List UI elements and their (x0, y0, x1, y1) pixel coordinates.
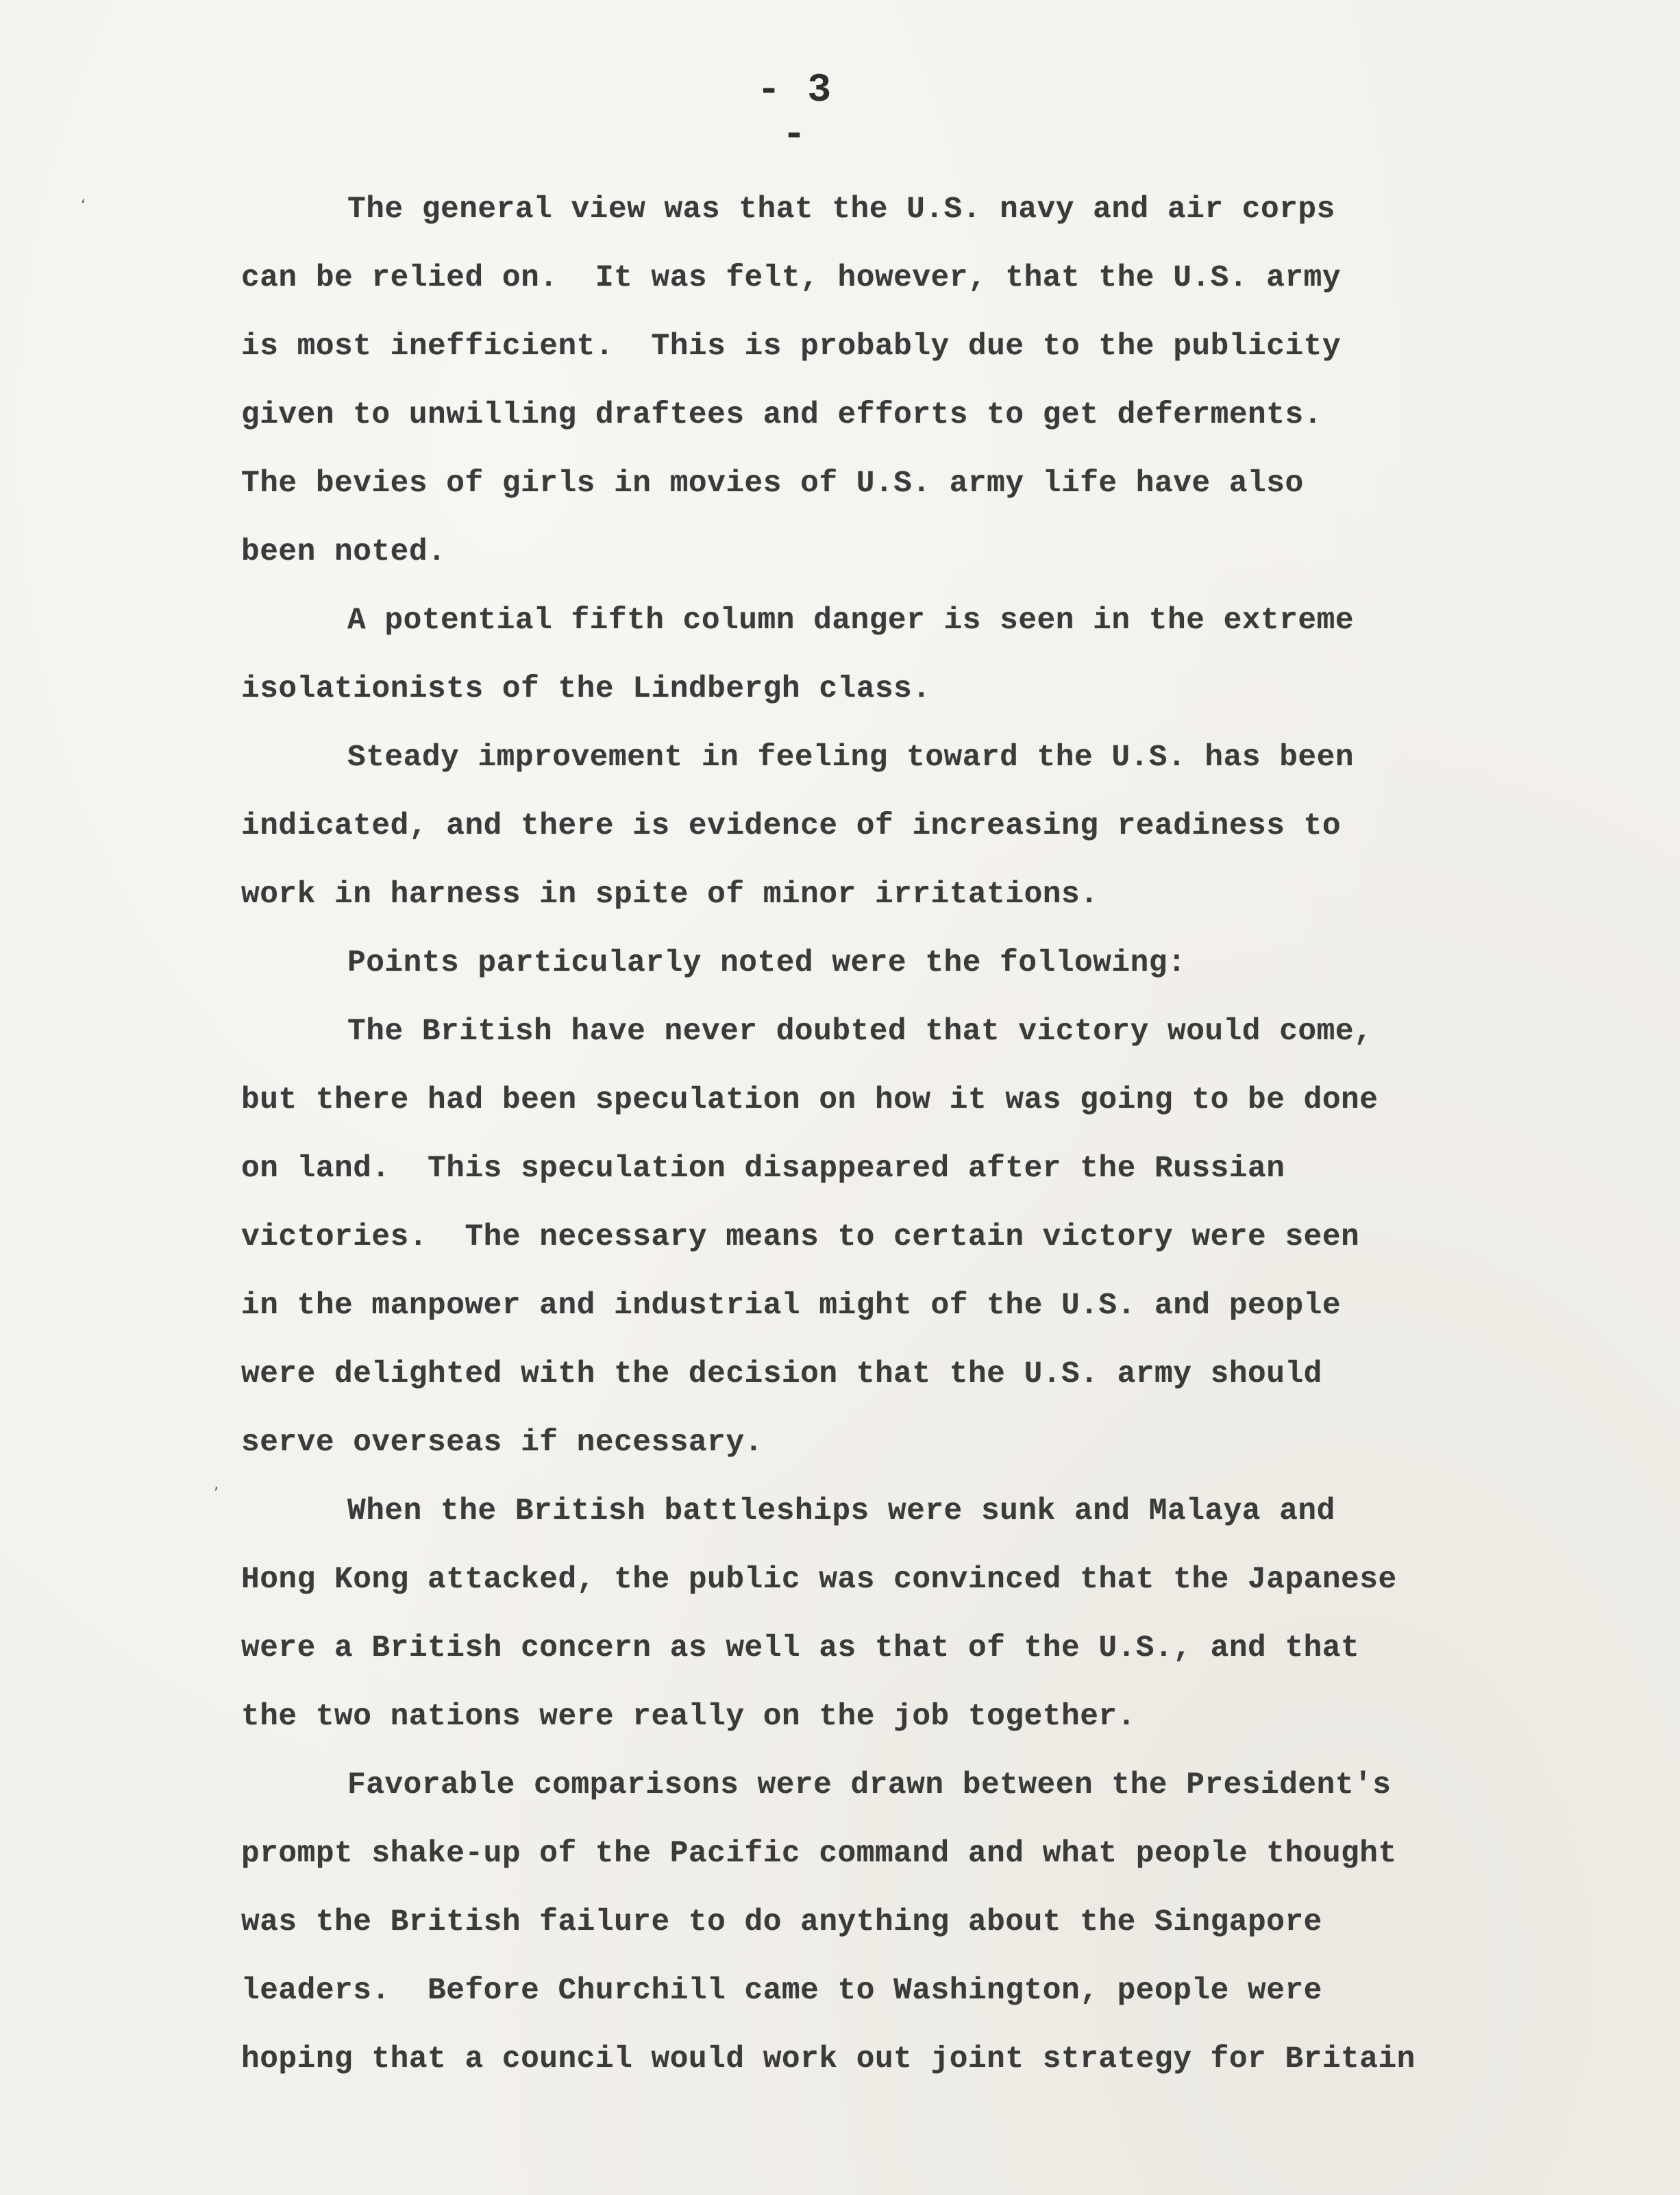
text-line: but there had been speculation on how it was going to be done (241, 1083, 1379, 1117)
text-line: Points particularly noted were the following: (347, 946, 1187, 980)
text-line: A potential fifth column danger is seen in the extreme (347, 604, 1355, 638)
text-line: were a British concern as well as that of the U.S., and that (241, 1631, 1360, 1665)
text-line: can be relied on. It was felt, however, that the U.S. army (241, 261, 1342, 295)
text-line: isolationists of the Lindbergh class. (241, 672, 931, 706)
text-line: been noted. (241, 535, 447, 569)
text-line: The general view was that the U.S. navy and air corps (347, 193, 1335, 227)
text-line: prompt shake-up of the Pacific command and what people thought (241, 1837, 1397, 1871)
text-line: The bevies of girls in movies of U.S. army life have also (241, 467, 1304, 501)
margin-mark: ‘ (81, 197, 86, 214)
page-number: - 3 - (756, 69, 833, 158)
text-line: the two nations were really on the job together. (241, 1700, 1136, 1734)
text-line: on land. This speculation disappeared after the Russian (241, 1152, 1285, 1186)
text-line: When the British battleships were sunk and Malaya and (347, 1494, 1335, 1528)
text-line: was the British failure to do anything about the Singapore (241, 1905, 1322, 1939)
text-line: hoping that a council would work out joint strategy for Britain (241, 2042, 1416, 2076)
text-line: serve overseas if necessary. (241, 1426, 763, 1460)
text-line: in the manpower and industrial might of the U.S. and people (241, 1289, 1342, 1323)
text-line: work in harness in spite of minor irritations. (241, 878, 1099, 912)
text-line: leaders. Before Churchill came to Washington, people were (241, 1974, 1322, 2008)
text-line: Favorable comparisons were drawn between the President's (347, 1768, 1392, 1802)
body-text (241, 175, 1557, 2094)
margin-mark: ’ (214, 1485, 219, 1502)
text-line: The British have never doubted that victory would come, (347, 1015, 1373, 1049)
text-line: victories. The necessary means to certain victory were seen (241, 1220, 1360, 1254)
text-line: is most inefficient. This is probably due to the publicity (241, 330, 1342, 364)
text-line: Steady improvement in feeling toward the U.S. has been (347, 741, 1355, 775)
text-line: were delighted with the decision that the U.S. army should (241, 1357, 1322, 1391)
text-line: Hong Kong attacked, the public was convinced that the Japanese (241, 1563, 1397, 1597)
text-line: given to unwilling draftees and efforts to get deferments. (241, 398, 1322, 432)
text-line: indicated, and there is evidence of increasing readiness to (241, 809, 1342, 843)
